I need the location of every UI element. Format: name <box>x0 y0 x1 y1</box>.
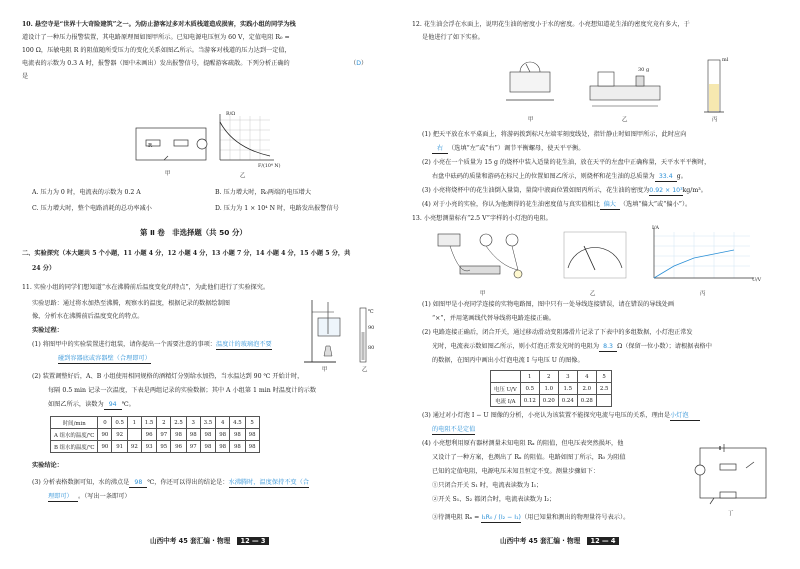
q13-line4: (2) 电路连接正确后，闭合开关，通过移动滑动变阻器滑片记录了下表中的多组数据，小灯泡正常发 <box>422 329 693 336</box>
q10-line2: 道设计了一种压力报警装置，其电路原理图如图甲所示。已知电源电压恒为 60 V，定值电阻 R₀ = <box>22 34 290 41</box>
q11-line1: 11. 实验小组的同学们想知道“水在沸腾前后温度变化的特点”，为此他们进行了实验探究。 <box>22 284 270 291</box>
table-cell: 0.20 <box>539 395 558 407</box>
q13-line8 <box>432 425 475 435</box>
table-header-cell: 1 <box>520 371 539 383</box>
label-r: R <box>148 143 153 149</box>
q12-line5: (2) 小亮在一个质量为 15 g 的烧杯中装入适量的花生油，放在天平的左盘中正确称量，天平水平平衡时， <box>422 159 711 166</box>
q11-line3: 像，分析水在沸腾前后温度变化的特点。 <box>32 313 144 320</box>
q12-balance-jia <box>500 60 560 110</box>
table-cell: 98 <box>230 441 246 453</box>
table-cell: 98 <box>200 429 216 441</box>
therm-80: 80 <box>368 345 375 351</box>
table-cell: 1.0 <box>539 383 558 395</box>
table-header-cell: 1.5 <box>141 417 157 429</box>
q11-conclusion-title: 实验结论： <box>32 462 63 469</box>
q12-label-bing: 丙 <box>712 117 718 123</box>
right-footer-title: 山西中考 45 套汇编 · 物理 <box>500 537 581 545</box>
q13-line5 <box>432 342 712 352</box>
q13-label-yi: 乙 <box>590 291 596 297</box>
q10-graph-xlabel: F/(10⁴ N) <box>258 164 281 169</box>
table-header-cell: 2.5 <box>171 417 187 429</box>
q13-answer3: I₁R₀ / (I₂ − I₁) <box>481 514 521 521</box>
table-cell: 97 <box>186 441 200 453</box>
table-cell: 96 <box>171 441 187 453</box>
table-header-cell: 3 <box>186 417 200 429</box>
q10-line5: 是 <box>22 73 29 80</box>
table-header-cell: 0 <box>98 417 112 429</box>
table-cell: 97 <box>157 429 171 441</box>
q12-cylinder-label: ml <box>722 57 729 63</box>
q10-option-a: A. 压力为 0 时，电流表的示数为 0.2 A <box>32 189 141 196</box>
q11-line7: (2) 装置调整好后，A、B 小组使用相同规格的酒精灯分别给水加热，当水温达到 90 ℃ 开始计时， <box>32 373 304 380</box>
q11-line4: 实验过程： <box>32 327 63 334</box>
table-cell <box>596 395 612 407</box>
q13-line2: (1) 如图甲是小亮同学连接的实物电路图，图中只有一处导线连接错误，请在错误的导线处画 <box>422 301 675 308</box>
q11-label-yi: 乙 <box>362 367 368 373</box>
q12-line8 <box>422 200 691 210</box>
q11-line6 <box>58 354 151 364</box>
q12-label-jia: 甲 <box>528 117 534 123</box>
left-page-number: 12 — 3 <box>237 537 270 545</box>
right-page <box>400 0 800 569</box>
q10-option-b: B. 压力增大时，R₀两端的电压增大 <box>215 189 312 196</box>
q13-answer2-cont: 的电阻不是定值 <box>432 426 476 433</box>
q11-answer3: 98 <box>129 478 147 488</box>
q13-circuit-jia <box>430 226 540 290</box>
q12-line4-text: （选填“左”或“右”）调节平衡螺母，使天平平衡。 <box>448 145 585 152</box>
q12-line6-unit: g。 <box>676 173 687 180</box>
therm-90: 90 <box>368 325 375 331</box>
q11-line8: 每隔 0.5 min 记录一次温度，下表是两组记录的实验数据；其中 A 小组第 1 min 时温度计的示数 <box>48 387 317 394</box>
q13-line1: 13. 小亮想测量标有“2.5 V”字样的小灯泡的电阻。 <box>412 215 552 222</box>
q12-line8-text: (4) 对于小亮的实验，你认为他测得的花生油密度值与真实值相比 <box>422 201 600 208</box>
q13-graph-xlabel: U/V <box>752 278 762 283</box>
table-cell: 98 <box>186 429 200 441</box>
q12-answer2: 33.4 <box>655 172 677 182</box>
q10-option-c: C. 压力增大时，整个电路消耗的总功率减小 <box>32 205 152 212</box>
left-footer-title: 山西中考 45 套汇编 · 物理 <box>150 537 231 545</box>
table-header-cell: 1 <box>127 417 141 429</box>
q11-line5-text: (1) 将图甲中的实验装置进行组装，请你提出一个需要注意的事项： <box>32 341 216 348</box>
q13-label-jia: 甲 <box>480 291 486 297</box>
table-cell: 电流 I/A <box>491 395 521 407</box>
q12-line1: 12. 花生油会浮在水面上，说明花生油的密度小于水的密度。小亮想知道花生油的密度究竟有多大，于 <box>412 21 690 28</box>
table-header-cell: 4.5 <box>230 417 246 429</box>
table-cell: 0.24 <box>558 395 577 407</box>
q11-line11-note: 。（写出一条即可） <box>78 493 131 500</box>
sec2-line2: 24 分） <box>32 265 56 272</box>
table-cell: 0.12 <box>520 395 539 407</box>
q13-circuit-ding <box>690 440 776 510</box>
right-footer <box>500 535 619 549</box>
table-cell: 98 <box>245 441 259 453</box>
q11-label-jia: 甲 <box>322 367 328 373</box>
table-header-cell: 0.5 <box>112 417 128 429</box>
table-row <box>491 371 612 383</box>
q11-line11 <box>48 492 131 502</box>
q13-line7 <box>422 411 700 421</box>
q13-answer1: 8.3 <box>599 342 617 352</box>
table-header-cell: 3.5 <box>200 417 216 429</box>
q13-graph-ylabel: I/A <box>652 226 659 231</box>
q13-line3: “×”，并用笔画线代替导线将电路连接正确。 <box>432 315 555 322</box>
q11-line10 <box>32 478 309 488</box>
q10-answer: D <box>356 60 361 67</box>
table-cell: 91 <box>112 441 128 453</box>
table-row <box>51 441 260 453</box>
part2-title: 第 Ⅱ 卷 非选择题（共 50 分） <box>140 228 247 237</box>
therm-unit: ℃ <box>368 309 374 315</box>
q11-line6-text: 碰到容器底或容器壁（合理即可） <box>58 355 151 362</box>
q12-line7-text: (3) 小亮将烧杯中的花生油倒入量筒，量筒中液面位置如图丙所示，花生油的密度为 <box>422 187 650 194</box>
table-row <box>491 383 612 395</box>
table-header-cell: 4 <box>216 417 230 429</box>
right-page-number: 12 — 4 <box>587 537 620 545</box>
table-cell: 0.28 <box>577 395 596 407</box>
table-cell: 98 <box>200 441 216 453</box>
q11-answer2: 94 <box>104 400 122 410</box>
table-header-cell: 2 <box>539 371 558 383</box>
q13-line14-note: （用已知量和测出的物理量符号表示）。 <box>520 514 630 521</box>
table-header-cell: 时间/min <box>51 417 98 429</box>
q13-label-bing: 丙 <box>700 291 706 297</box>
q12-answer1: 右 <box>432 144 448 154</box>
q10-line1: 10. 悬空寺是“世界十大奇险建筑”之一。为防止游客过多对木质栈道造成损害，实践小组的同学为栈 <box>22 21 296 28</box>
table-cell: 98 <box>230 429 246 441</box>
q13-line14-text: ③待测电阻 Rₓ = <box>432 514 480 521</box>
q11-line9-unit: ℃。 <box>121 401 135 408</box>
table-cell: 98 <box>216 429 230 441</box>
q13-line10: 又设计了一种方案，也测出了 Rₓ 的阻值。电路如图丁所示，R₀ 为阻值 <box>432 454 626 461</box>
table-cell: 93 <box>141 441 157 453</box>
q12-line7-unit: kg/m³。 <box>682 187 707 194</box>
table-cell: 98 <box>171 429 187 441</box>
q12-answer3: 0.92 × 10³ <box>649 187 683 194</box>
q13-ammeter-yi <box>560 228 630 284</box>
q11-line9 <box>48 400 135 410</box>
table-cell: 95 <box>157 441 171 453</box>
table-cell: 2.0 <box>577 383 596 395</box>
q11-answer1: 温度计的玻璃泡不要 <box>215 341 272 348</box>
q12-line6-text: 右盘中砝码的质量和游码在标尺上的位置如图乙所示，则烧杯和花生油的总质量为 <box>432 173 655 180</box>
q10-line4: 电流表的示数为 0.3 A 时，报警器（图中未画出）发出报警信号，提醒游客疏散。下列分析正确的 <box>22 60 290 67</box>
q10-circuit-diagram <box>130 122 212 168</box>
table-cell: 0.5 <box>520 383 539 395</box>
table-header-cell: 5 <box>596 371 612 383</box>
table-cell: 2.5 <box>596 383 612 395</box>
table-header-cell: 2 <box>157 417 171 429</box>
q10-option-d: D. 压力为 1 × 10⁴ N 时，电路发出报警信号 <box>215 205 339 212</box>
q11-answer4-cont: 理即可） <box>48 492 78 502</box>
q13-line5-text: 光时，电流表示数如图乙所示，则小灯泡正常发光时的电阻为 <box>432 343 600 350</box>
q13-line13: ②开关 S₁、S₂ 都闭合时，电流表读数为 I₂； <box>432 496 556 503</box>
table-cell: 96 <box>141 429 157 441</box>
q10-graph-ylabel: R/Ω <box>226 112 236 117</box>
q13-line11: 已知的定值电阻，电源电压未知且恒定不变。测量步骤如下： <box>432 468 600 475</box>
q12-balance-yi <box>580 56 670 116</box>
q12-line6 <box>432 172 687 182</box>
q11-line9-text: 如图乙所示，读数为 <box>48 401 104 408</box>
table-cell: 92 <box>112 429 128 441</box>
table-header-cell: 3 <box>558 371 577 383</box>
q13-line14 <box>432 513 629 523</box>
q12-line2: 是他进行了如下实验。 <box>422 34 484 41</box>
q13-line6: 的数据，在图丙中画出小灯泡电流 I 与电压 U 的图像。 <box>432 357 584 364</box>
q10-label-yi: 乙 <box>240 173 246 179</box>
table-cell: 98 <box>216 441 230 453</box>
q12-answer4: 偏大 <box>600 200 620 210</box>
table-row <box>491 395 612 407</box>
q12-line3: (1) 把天平放在水平桌面上，将游码拨到标尺左端零刻度线处，指针静止时如图甲所示，此时应向 <box>422 131 687 138</box>
q10-answer-bracket: （D） <box>350 60 368 67</box>
sec2-line1: 二、实验探究（本大题共 5 个小题，11 小题 4 分，12 小题 4 分，13 小题 7 分，14 小题 4 分，15 小题 5 分，共 <box>22 250 351 257</box>
table-cell: 98 <box>245 429 259 441</box>
q13-data-table <box>490 370 612 407</box>
q12-line7 <box>422 186 707 196</box>
q13-label-ding: 丁 <box>728 511 734 517</box>
q12-label-yi: 乙 <box>622 117 628 123</box>
q11-line10-text: (3) 分析表格数据可知，水的沸点是 <box>32 479 130 486</box>
q11-line5 <box>32 340 272 350</box>
q11-answer4: 水沸腾时，温度保持不变（合 <box>228 479 309 486</box>
q13-line7-text: (3) 通过对小灯泡 I − U 图像的分析，小亮认为该装置不能探究电流与电压的关系，理由是 <box>422 412 671 419</box>
q13-answer2: 小灯泡 <box>670 411 700 421</box>
q11-line2: 实验思路：通过将水加热至沸腾，观察水的温度，根据记录的数据绘制图 <box>32 300 230 307</box>
table-cell: 92 <box>127 441 141 453</box>
q11-line10-mid: ℃，你还可以得出的结论是： <box>147 479 229 486</box>
table-cell: 90 <box>98 441 112 453</box>
table-header-cell: 5 <box>245 417 259 429</box>
table-row <box>51 417 260 429</box>
table-cell <box>127 429 141 441</box>
q13-line12: ①只闭合开关 S₁ 时，电流表读数为 I₁； <box>432 482 543 489</box>
table-cell: B 组水的温度/℃ <box>51 441 98 453</box>
table-header-cell: 4 <box>577 371 596 383</box>
table-header-cell <box>491 371 521 383</box>
table-row <box>51 429 260 441</box>
q11-data-table <box>50 416 260 453</box>
q10-label-jia: 甲 <box>165 171 171 177</box>
q12-mass-label: 30 g <box>638 67 650 73</box>
q10-line3: 100 Ω，压敏电阻 R 的阻值随所受压力的变化关系如图乙所示。当游客对栈道的压力达到一定值， <box>22 47 291 54</box>
table-cell: A 组水的温度/℃ <box>51 429 98 441</box>
q12-line4 <box>432 144 584 154</box>
table-cell: 90 <box>98 429 112 441</box>
q13-line5-rest: Ω（保留一位小数）；请根据表格中 <box>617 343 712 350</box>
table-cell: 1.5 <box>558 383 577 395</box>
q13-iu-graph <box>640 226 760 290</box>
q13-line9: (4) 小亮想利用原有器材测量未知电阻 Rₓ 的阻值，但电压表突然损坏，他 <box>422 440 624 447</box>
left-footer <box>150 535 269 549</box>
q12-line8-note: （选填“偏大”或“偏小”）。 <box>619 201 692 208</box>
table-cell: 电压 U/V <box>491 383 521 395</box>
